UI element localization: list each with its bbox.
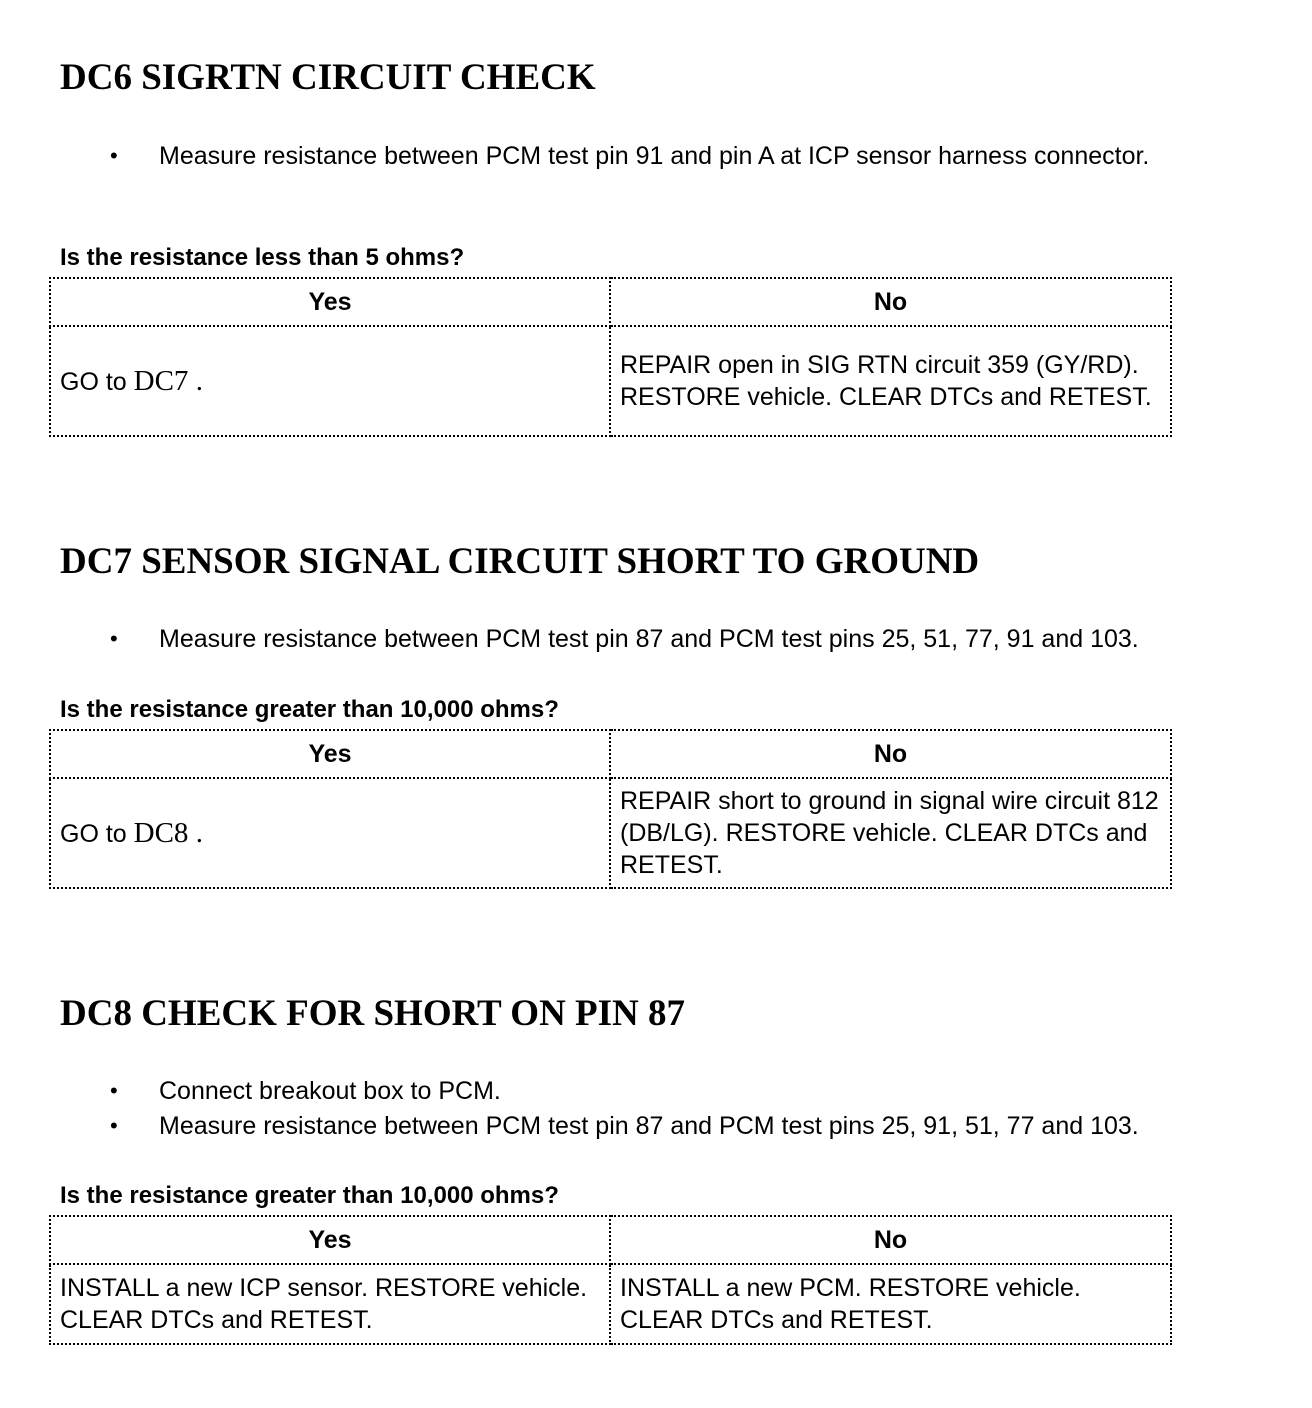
yes-header: Yes xyxy=(50,1216,610,1264)
yes-action-suffix: . xyxy=(188,364,203,397)
yes-action-prefix: GO to xyxy=(60,819,127,848)
no-cell: INSTALL a new PCM. RESTORE vehicle. CLEAR DTCs and RETEST. xyxy=(610,1264,1171,1344)
decision-question: Is the resistance greater than 10,000 ohms? xyxy=(60,696,559,723)
no-header: No xyxy=(610,730,1171,778)
step-list xyxy=(0,1075,1312,1142)
step-text: Measure resistance between PCM test pin 87 and PCM test pins 25, 51, 77, 91 and 103. xyxy=(159,625,1139,653)
decision-table xyxy=(49,1215,1172,1345)
yes-header: Yes xyxy=(50,278,610,326)
step-text: Connect breakout box to PCM. xyxy=(159,1077,501,1105)
yes-header: Yes xyxy=(50,730,610,778)
step-text: Measure resistance between PCM test pin 87 and PCM test pins 25, 91, 51, 77 and 103. xyxy=(159,1112,1139,1140)
no-cell: REPAIR open in SIG RTN circuit 359 (GY/RD). RESTORE vehicle. CLEAR DTCs and RETEST. xyxy=(610,326,1171,436)
no-header: No xyxy=(610,1216,1171,1264)
step-reference-link[interactable]: DC8 xyxy=(133,816,189,849)
table-row xyxy=(50,326,1171,436)
table-row xyxy=(50,778,1171,888)
bullet-icon: • xyxy=(110,1078,118,1103)
section-title: DC8 CHECK FOR SHORT ON PIN 87 xyxy=(60,993,686,1034)
section-title: DC6 SIGRTN CIRCUIT CHECK xyxy=(60,57,596,98)
table-row xyxy=(50,1264,1171,1344)
bullet-icon: • xyxy=(110,626,118,651)
step-item xyxy=(0,1075,1312,1107)
no-cell: REPAIR short to ground in signal wire circuit 812 (DB/LG). RESTORE vehicle. CLEAR DTCs and RETEST. xyxy=(610,778,1171,888)
step-reference-link[interactable]: DC7 xyxy=(133,364,189,397)
step-list xyxy=(0,140,1312,172)
yes-cell xyxy=(50,326,610,436)
table-header-row xyxy=(50,1216,1171,1264)
decision-table xyxy=(49,729,1172,889)
table-header-row xyxy=(50,730,1171,778)
bullet-icon: • xyxy=(110,1113,118,1138)
yes-cell: INSTALL a new ICP sensor. RESTORE vehicle. CLEAR DTCs and RETEST. xyxy=(50,1264,610,1344)
section-title: DC7 SENSOR SIGNAL CIRCUIT SHORT TO GROUND xyxy=(60,541,980,582)
decision-question: Is the resistance less than 5 ohms? xyxy=(60,244,465,271)
bullet-icon: • xyxy=(110,143,118,168)
decision-question: Is the resistance greater than 10,000 ohms? xyxy=(60,1182,559,1209)
step-item xyxy=(0,140,1199,172)
step-item xyxy=(0,1110,1312,1142)
table-header-row xyxy=(50,278,1171,326)
decision-table xyxy=(49,277,1172,437)
yes-action-prefix: GO to xyxy=(60,367,127,396)
step-text: Measure resistance between PCM test pin 91 and pin A at ICP sensor harness connector. xyxy=(159,142,1150,170)
step-item xyxy=(0,623,1312,655)
yes-action-suffix: . xyxy=(188,816,203,849)
yes-cell xyxy=(50,778,610,888)
step-list xyxy=(0,623,1312,655)
no-header: No xyxy=(610,278,1171,326)
